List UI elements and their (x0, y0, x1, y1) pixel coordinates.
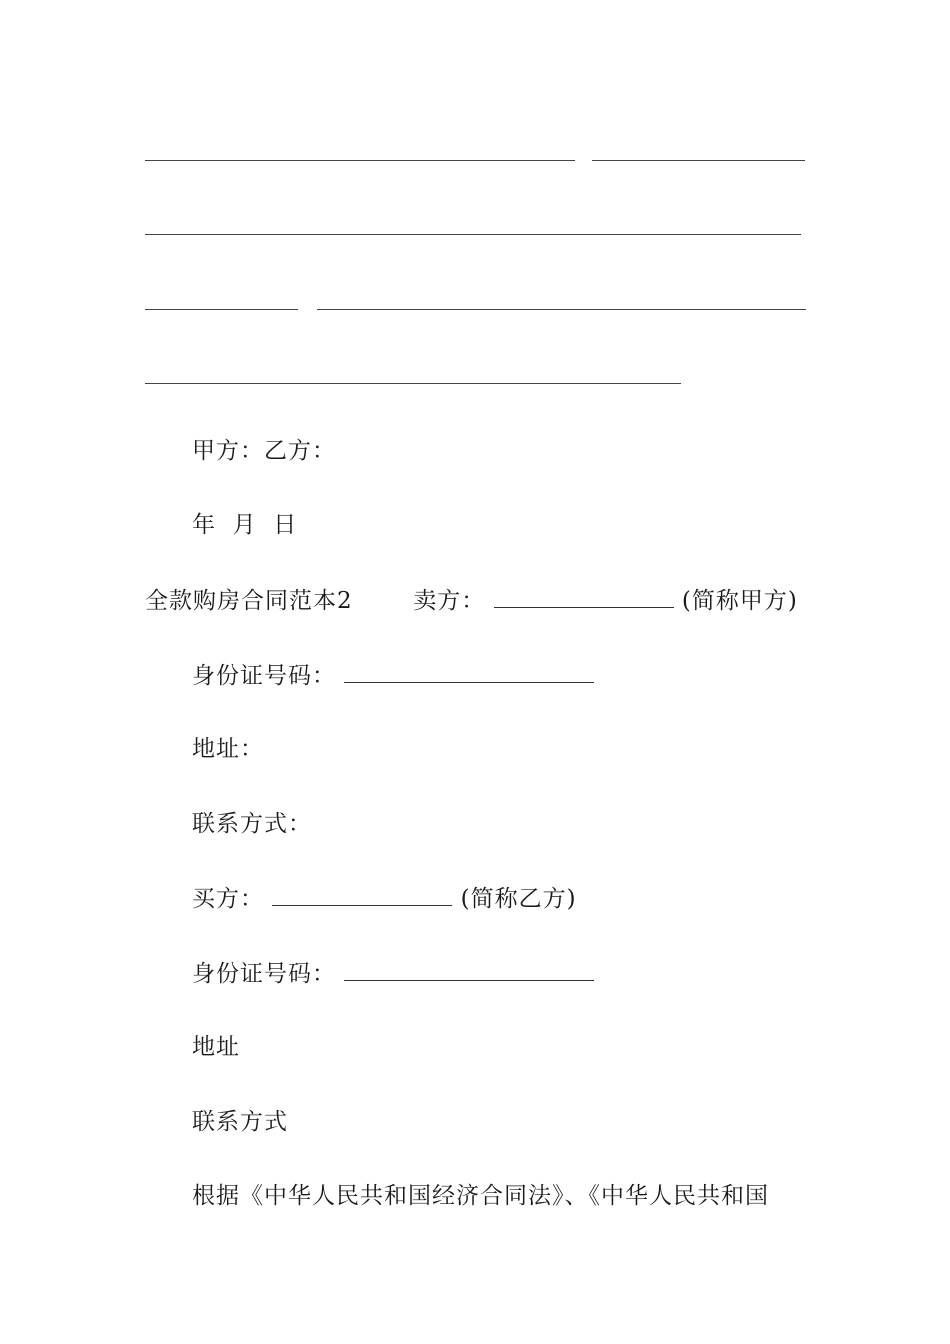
blank-rule (317, 309, 806, 310)
basis-paragraph: 根据《中华人民共和国经济合同法》、《中华人民共和国 (192, 1183, 769, 1209)
seller-line (145, 585, 798, 616)
buyer-id-label: 身份证号码： (192, 961, 336, 987)
seller-label: 卖方： (413, 588, 486, 614)
buyer-id-field[interactable] (344, 958, 594, 981)
seller-id-label: 身份证号码： (192, 663, 336, 689)
seller-address-line: 地址： (192, 736, 264, 762)
buyer-name-field[interactable] (272, 883, 452, 906)
party-line: 甲方：乙方： (192, 438, 336, 464)
blank-rule (592, 160, 805, 161)
buyer-contact-line: 联系方式 (192, 1109, 288, 1135)
blank-rule (145, 234, 801, 235)
buyer-id-line (192, 958, 594, 989)
contract-title: 全款购房合同范本2 (145, 588, 353, 614)
seller-id-line (192, 660, 594, 691)
blank-rule (145, 383, 681, 384)
seller-id-field[interactable] (344, 660, 594, 683)
buyer-label: 买方： (192, 886, 264, 912)
seller-contact-line: 联系方式： (192, 811, 312, 837)
blank-rule (145, 309, 298, 310)
blank-rule (145, 160, 575, 161)
buyer-address-line: 地址 (192, 1034, 240, 1060)
seller-name-field[interactable] (494, 585, 674, 608)
buyer-suffix: (简称乙方) (460, 886, 577, 912)
buyer-line (192, 883, 577, 914)
date-line: 年 月 日 (192, 512, 298, 538)
seller-suffix: (简称甲方) (681, 588, 798, 614)
